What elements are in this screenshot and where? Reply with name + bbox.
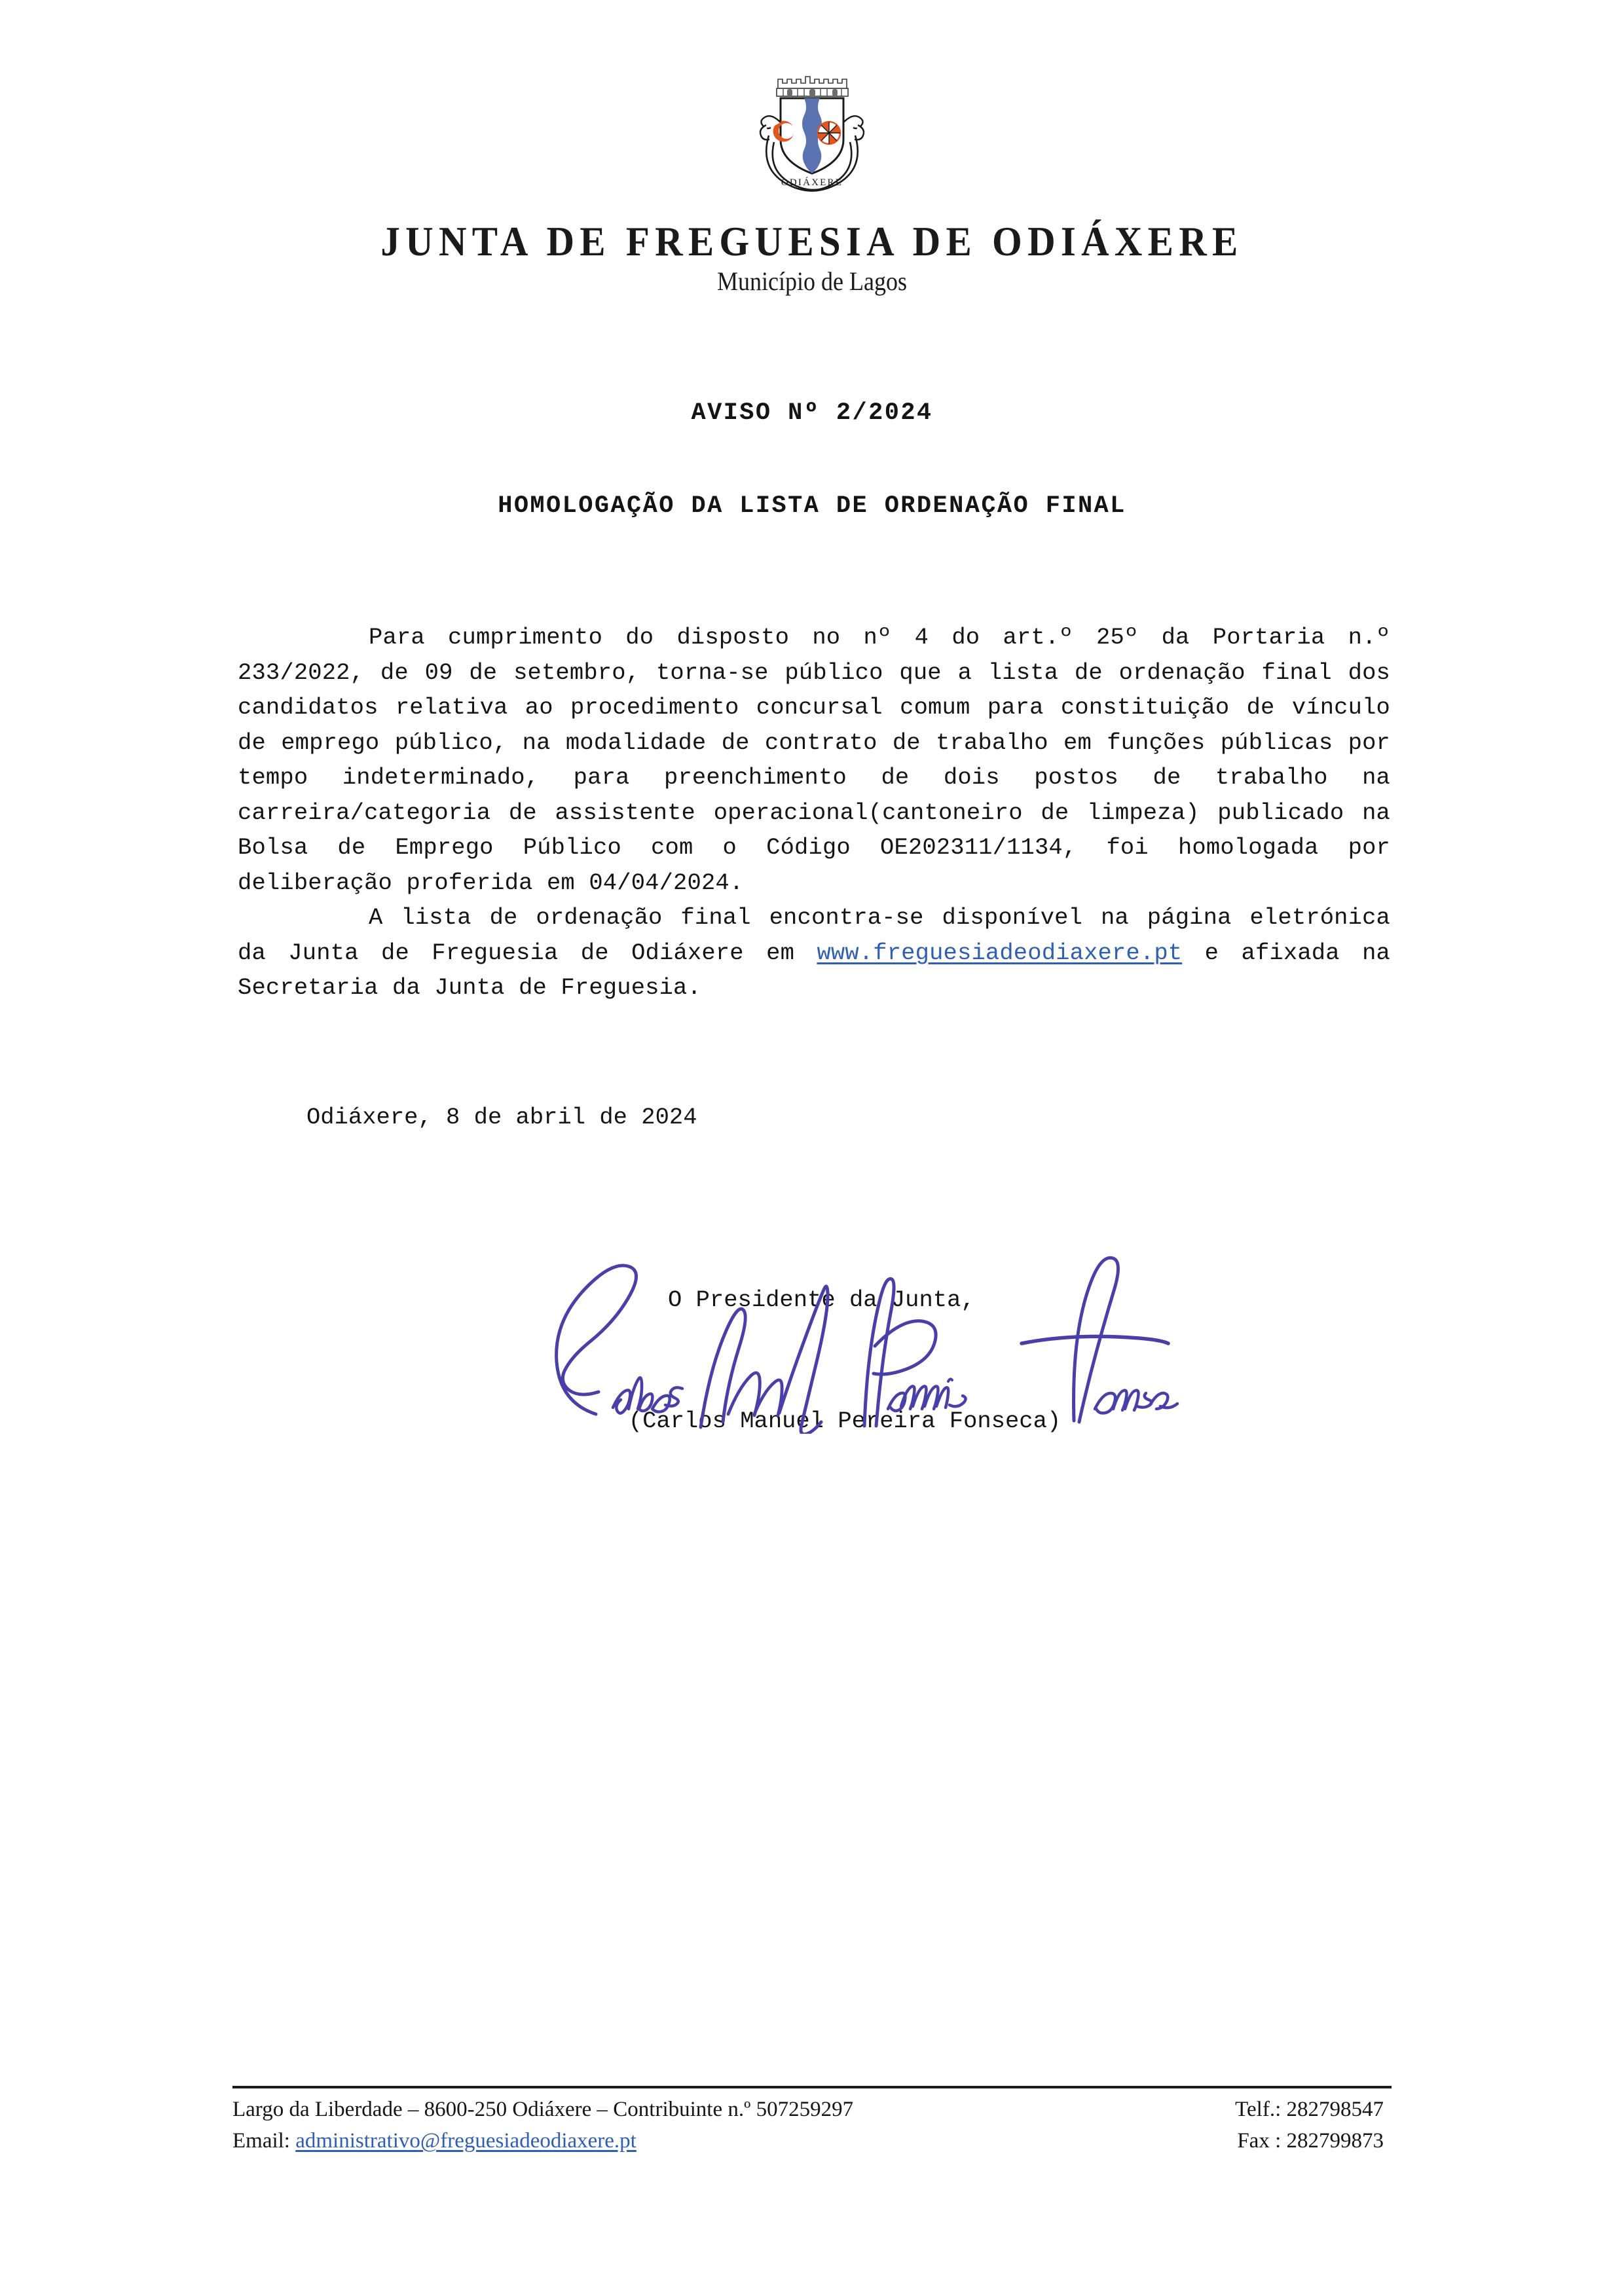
footer-divider-rule: [232, 2086, 1392, 2088]
paragraph-2-tail-text: e afixada na Secretaria da Junta de Freguesia.: [238, 939, 1390, 1001]
paragraph-2-lead-text: A lista de ordenação final encontra-se disponível na página eletrónica da Junta de Freguesia de Odiáxere em: [238, 904, 1390, 966]
coat-of-arms-icon: [747, 62, 877, 203]
page-footer: [232, 2086, 1392, 2184]
organization-title: JUNTA DE FREGUESIA DE ODIÁXERE: [380, 218, 1244, 264]
website-link[interactable]: www.freguesiadeodiaxere.pt: [817, 939, 1183, 966]
footer-email-line: [232, 2125, 853, 2157]
notice-number: AVISO Nº 2/2024: [691, 399, 933, 427]
organization-subtitle: Município de Lagos: [717, 266, 907, 296]
footer-phone-line: Telf.: 282798547: [1235, 2098, 1384, 2121]
body-paragraph-1: [238, 620, 1390, 900]
coat-of-arms-container: [0, 62, 1624, 203]
place-and-date: Odiáxere, 8 de abril de 2024: [306, 1104, 697, 1131]
footer-fax-line: Fax : 282799873: [1237, 2129, 1384, 2153]
footer-address-line: Largo da Liberdade – 8600-250 Odiáxere – Contribuinte n.º 507259297: [232, 2098, 854, 2121]
footer-address-column: [232, 2094, 853, 2157]
footer-email-link[interactable]: administrativo@freguesiadeodiaxere.pt: [295, 2129, 637, 2153]
document-body: [238, 620, 1390, 1006]
signature-printed-name: (Carlos Manuel Pereira Fonseca): [628, 1408, 1061, 1434]
signature-block: [498, 1218, 1192, 1453]
signature-role-label: O Presidente da Junta,: [668, 1286, 975, 1313]
body-paragraph-2: [238, 900, 1390, 1006]
paragraph-1-text: Para cumprimento do disposto no nº 4 do art.º 25º da Portaria n.º 233/2022, de 09 de setembro, torna-se público que a lista de ordenação final dos candidatos relativa ao procedimento concursal comum para constituição de vínculo de emprego público, na modalidade de contrato de trabalho em funções públicas por tempo indeterminado, para preenchimento de dois postos de trabalho na carreira/categoria de assistente operacional(cantoneiro de limpeza) publicado na Bolsa de Emprego Público com o Código OE202311/1134, foi homologada por deliberação proferida em 04/04/2024.: [238, 624, 1390, 896]
crest-motto-text: ODIÁXERE: [781, 177, 843, 188]
footer-contact-column: [1235, 2094, 1392, 2157]
footer-email-label: Email:: [232, 2129, 290, 2153]
handwritten-signature-image: [498, 1218, 1192, 1434]
footer-columns: [232, 2094, 1392, 2157]
notice-subject: HOMOLOGAÇÃO DA LISTA DE ORDENAÇÃO FINAL: [498, 492, 1126, 520]
